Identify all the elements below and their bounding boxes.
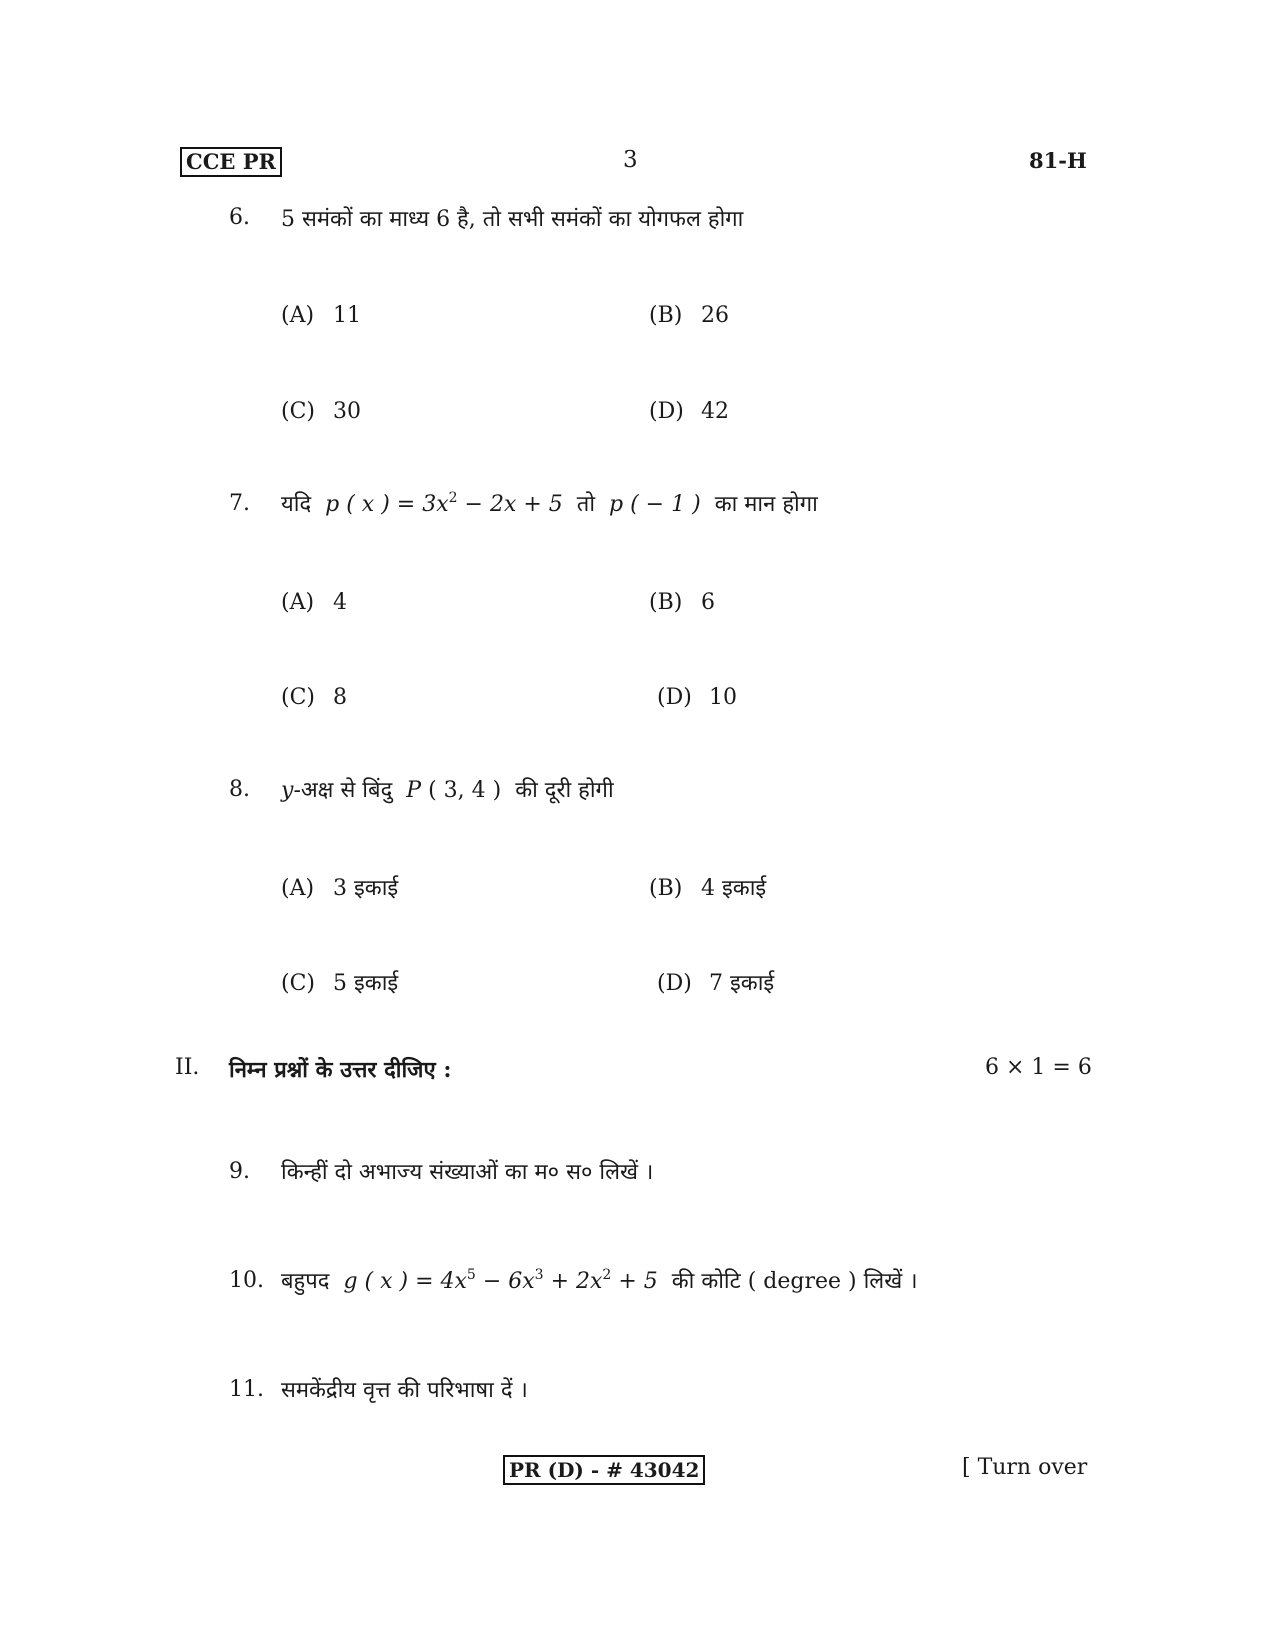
question-6-option-d: (D) 42 [649, 399, 729, 424]
question-9-number: 9. [229, 1159, 250, 1184]
series-code-box: CCE PR [180, 147, 282, 177]
question-7-text: यदि p ( x ) = $3x^2 - 2x + 5$ तो p ( − 1 ) का मान होगा [281, 490, 818, 517]
question-11-number: 11. [229, 1377, 264, 1402]
question-7-option-d: (D) 10 [657, 685, 737, 710]
question-6-option-a: (A) 11 [281, 303, 361, 328]
paper-code: 81-H [1029, 148, 1087, 173]
question-6-option-c: (C) 30 [281, 399, 361, 424]
question-6-text: 5 समंकों का माध्य 6 है, तो सभी समंकों का योगफल होगा [281, 207, 744, 232]
question-8-option-b: (B) 4 इकाई [649, 876, 767, 901]
question-8-text: y-अक्ष से बिंदु P ( 3, 4 ) की दूरी होगी [281, 778, 614, 803]
question-6-number: 6. [229, 205, 250, 230]
section-two-marks: 6 × 1 = 6 [985, 1055, 1092, 1080]
question-10-text: बहुपद g ( x ) = $4x^5 - 6x^3 + 2x^2 + 5$ की कोटि ( degree ) लिखें । [281, 1267, 918, 1294]
question-7-option-b: (B) 6 [649, 590, 715, 615]
question-6-option-b: (B) 26 [649, 303, 729, 328]
question-7-number: 7. [229, 491, 250, 516]
question-8-number: 8. [229, 777, 250, 802]
page-number: 3 [623, 147, 638, 173]
question-11-text: समकेंद्रीय वृत्त की परिभाषा दें । [281, 1378, 528, 1403]
question-7-option-a: (A) 4 [281, 590, 347, 615]
question-8-option-a: (A) 3 इकाई [281, 876, 399, 901]
section-two-title: निम्न प्रश्नों के उत्तर दीजिए : [229, 1057, 452, 1083]
question-7-option-c: (C) 8 [281, 685, 347, 710]
question-9-text: किन्हीं दो अभाज्य संख्याओं का म० स० लिखें । [281, 1160, 654, 1185]
section-two-roman: II. [175, 1055, 200, 1080]
booklet-code-box: PR (D) - # 43042 [503, 1455, 705, 1485]
question-10-number: 10. [229, 1268, 264, 1293]
question-8-option-c: (C) 5 इकाई [281, 971, 399, 996]
turn-over-label: [ Turn over [962, 1455, 1088, 1480]
question-8-option-d: (D) 7 इकाई [657, 971, 775, 996]
